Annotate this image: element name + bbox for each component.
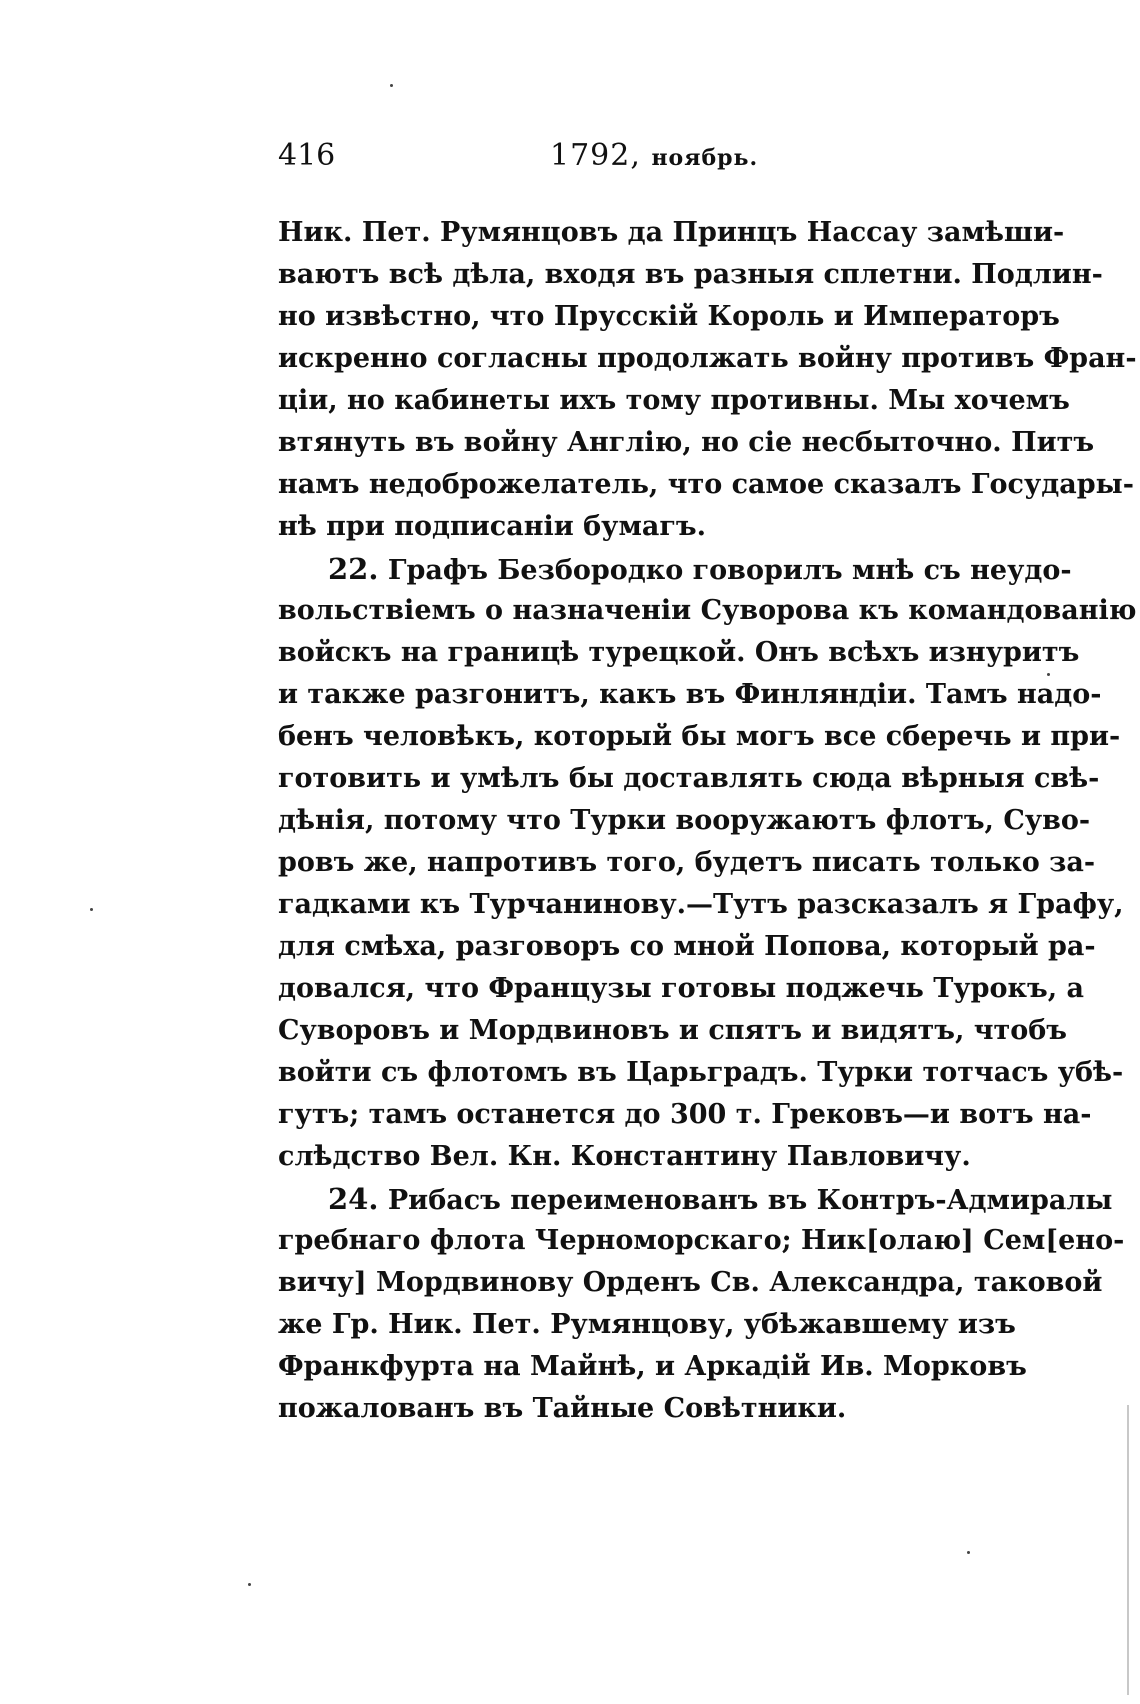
text-line: гутъ; тамъ останется до 300 т. Грековъ—и вотъ на- [278, 1099, 1092, 1130]
diary-entry-24 [278, 1178, 1125, 1430]
text-line: же Гр. Ник. Пет. Румянцову, убѣжавшему изъ [278, 1309, 1016, 1340]
text-line: войскъ на границѣ турецкой. Онъ всѣхъ изнуритъ [278, 637, 1080, 668]
text-line: для смѣха, разговоръ со мной Попова, который ра- [278, 931, 1096, 962]
text-line: Ник. Пет. Румянцовъ да Принцъ Нассау замѣши- [278, 217, 1065, 248]
text-line: нѣ при подписаніи бумагъ. [278, 511, 707, 542]
text-line: готовить и умѣлъ бы доставлять сюда вѣрныя свѣ- [278, 763, 1100, 794]
running-head-month: ноябрь. [651, 145, 759, 171]
scan-speck [390, 84, 393, 87]
text-line: но извѣстно, что Прусскій Король и Императоръ [278, 301, 1060, 332]
text-line: ціи, но кабинеты ихъ тому противны. Мы хочемъ [278, 385, 1070, 416]
scan-speck [248, 1583, 251, 1586]
text-line: вичу] Мордвинову Орденъ Св. Александра, таковой [278, 1267, 1103, 1298]
text-line: намъ недоброжелатель, что самое сказалъ Государы- [278, 469, 1134, 500]
text-line: вольствіемъ о назначеніи Суворова къ командованію [278, 595, 1137, 626]
entry-first-line-text: Графъ Безбородко говорилъ мнѣ съ неудо- [387, 555, 1072, 586]
text-line: бенъ человѣкъ, который бы могъ все сберечь и при- [278, 721, 1121, 752]
diary-entry-22 [278, 548, 1137, 1178]
text-line: ваютъ всѣ дѣла, входя въ разныя сплетни. Подлин- [278, 259, 1103, 290]
text-line: слѣдство Вел. Кн. Константину Павловичу. [278, 1141, 971, 1172]
text-line: искренно согласны продолжать войну противъ Фран- [278, 343, 1137, 374]
running-head [550, 138, 758, 173]
text-line: пожалованъ въ Тайные Совѣтники. [278, 1393, 847, 1424]
text-line: и также разгонитъ, какъ въ Финляндіи. Тамъ надо- [278, 679, 1102, 710]
text-line: гадками къ Турчанинову.—Тутъ разсказалъ я Графу, [278, 889, 1124, 920]
text-line: гребнаго флота Черноморскаго; Ник[олаю] Сем[ено- [278, 1225, 1125, 1256]
text-line: войти съ флотомъ въ Царьградъ. Турки тотчасъ убѣ- [278, 1057, 1124, 1088]
text-line: довался, что Французы готовы поджечь Турокъ, а [278, 973, 1085, 1004]
text-line: Франкфурта на Майнѣ, и Аркадій Ив. Морковъ [278, 1351, 1027, 1382]
text-line: дѣнія, потому что Турки вооружаютъ флотъ, Суво- [278, 805, 1091, 836]
entry-first-line [278, 1178, 1113, 1220]
text-line: втянуть въ войну Англію, но сіе несбыточно. Питъ [278, 427, 1095, 458]
scan-speck [967, 1551, 970, 1554]
scan-margin-line [1127, 1405, 1129, 1695]
entry-date: 22. [328, 552, 379, 586]
text-block [278, 212, 1137, 1430]
text-line: Суворовъ и Мордвиновъ и спятъ и видятъ, чтобъ [278, 1015, 1067, 1046]
page-header [278, 138, 1014, 178]
running-head-year: 1792, [550, 138, 641, 173]
entry-date: 24. [328, 1182, 379, 1216]
paragraph-continuation [278, 212, 1137, 548]
scan-speck [1047, 673, 1050, 676]
scan-speck [90, 908, 93, 911]
entry-first-line-text: Рибасъ переименованъ въ Контръ-Адмиралы [387, 1185, 1113, 1216]
entry-first-line [278, 548, 1072, 590]
page-number: 416 [278, 138, 336, 173]
text-line: ровъ же, напротивъ того, будетъ писать только за- [278, 847, 1096, 878]
